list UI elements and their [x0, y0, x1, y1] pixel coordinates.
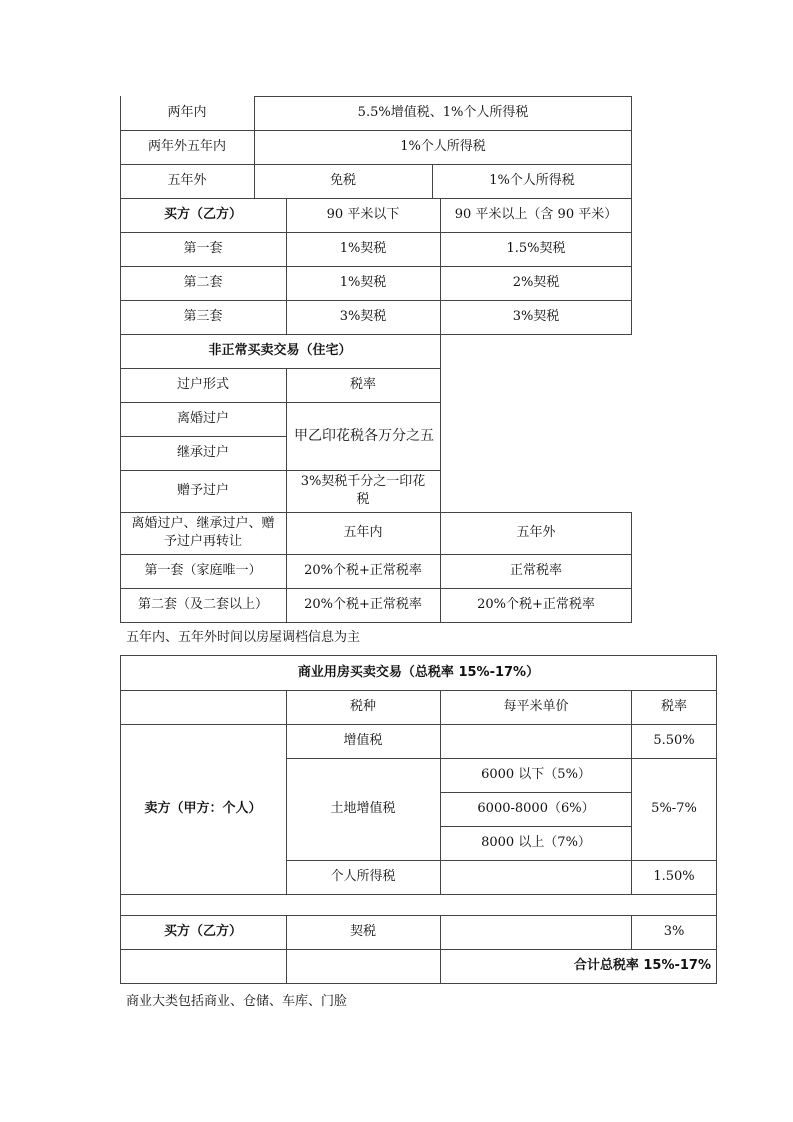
- buyer-label: 买方（乙方）: [163, 924, 242, 939]
- resell-row-1-label: 第一套（家庭唯一）: [144, 563, 262, 578]
- row-two-to-five-years-label: 两年外五年内: [147, 139, 226, 154]
- buyer-row-1-a: 1%契税: [339, 241, 387, 256]
- note-time-basis: 五年内、五年外时间以房屋调档信息为主: [126, 630, 361, 645]
- deed-tax-rate: 3%: [663, 924, 685, 939]
- land-vat-tier-3: 8000 以上（7%）: [481, 835, 591, 850]
- row-over-five-years-value-a: 免税: [329, 173, 356, 188]
- divorce-transfer-label: 离婚过户: [176, 411, 229, 426]
- resell-row-1-b: 正常税率: [509, 563, 562, 578]
- buyer-header-label: 买方（乙方）: [163, 207, 242, 222]
- income-tax-rate: 1.50%: [653, 869, 695, 884]
- stamp-duty-rate: 甲乙印花税各万分之五: [294, 428, 434, 444]
- head-unit-price: 每平米单价: [503, 699, 569, 714]
- note-commercial-category: 商业大类包括商业、仓储、车库、门脸: [126, 994, 348, 1009]
- commercial-table-title: 商业用房买卖交易（总税率 15%-17%）: [297, 664, 540, 680]
- resell-head-label: 离婚过户、继承过户、赠予过户再转让: [131, 516, 275, 549]
- buyer-row-3-a: 3%契税: [339, 309, 387, 324]
- resell-row-2-a: 20%个税+正常税率: [304, 597, 422, 612]
- buyer-row-2-label: 第二套: [183, 275, 223, 290]
- buyer-header-col-b: 90 平米以上（含 90 平米）: [454, 207, 618, 222]
- total-tax-rate: 合计总税率 15%-17%: [573, 958, 711, 973]
- buyer-row-3-b: 3%契税: [512, 309, 560, 324]
- buyer-row-2-b: 2%契税: [512, 275, 560, 290]
- land-vat-name: 土地增值税: [330, 801, 396, 816]
- vat-rate: 5.50%: [653, 733, 695, 748]
- buyer-header-col-a: 90 平米以下: [326, 207, 400, 222]
- resell-row-1-a: 20%个税+正常税率: [304, 563, 422, 578]
- resell-row-2-label: 第二套（及二套以上）: [137, 597, 268, 612]
- land-vat-tier-2: 6000-8000（6%）: [477, 801, 595, 816]
- inherit-transfer-label: 继承过户: [176, 445, 229, 460]
- abnormal-head-form: 过户形式: [176, 377, 229, 392]
- row-within-two-years-label: 两年内: [167, 105, 207, 120]
- buyer-row-3-label: 第三套: [183, 309, 223, 324]
- deed-tax-name: 契税: [349, 924, 376, 939]
- resell-head-col-a: 五年内: [343, 525, 383, 540]
- resell-head-col-b: 五年外: [516, 525, 556, 540]
- vat-name: 增值税: [343, 733, 383, 748]
- land-vat-tier-1: 6000 以下（5%）: [481, 767, 591, 782]
- income-tax-name: 个人所得税: [330, 869, 396, 884]
- gift-transfer-rate: 3%契税千分之一印花税: [300, 474, 426, 507]
- abnormal-head-rate: 税率: [349, 377, 376, 392]
- buyer-row-1-b: 1.5%契税: [506, 241, 566, 256]
- head-tax-type: 税种: [349, 699, 376, 714]
- seller-label: 卖方（甲方：个人）: [144, 801, 262, 816]
- abnormal-table-title: 非正常买卖交易（住宅）: [208, 343, 352, 358]
- row-two-to-five-years-value: 1%个人所得税: [400, 139, 486, 154]
- row-over-five-years-value-b: 1%个人所得税: [489, 173, 575, 188]
- head-rate: 税率: [660, 699, 687, 714]
- gift-transfer-label: 赠予过户: [176, 483, 229, 498]
- row-within-two-years-value: 5.5%增值税、1%个人所得税: [357, 105, 529, 120]
- buyer-row-2-a: 1%契税: [339, 275, 387, 290]
- buyer-row-1-label: 第一套: [183, 241, 223, 256]
- resell-row-2-b: 20%个税+正常税率: [477, 597, 595, 612]
- land-vat-rate: 5%-7%: [651, 801, 697, 816]
- row-over-five-years-label: 五年外: [167, 173, 207, 188]
